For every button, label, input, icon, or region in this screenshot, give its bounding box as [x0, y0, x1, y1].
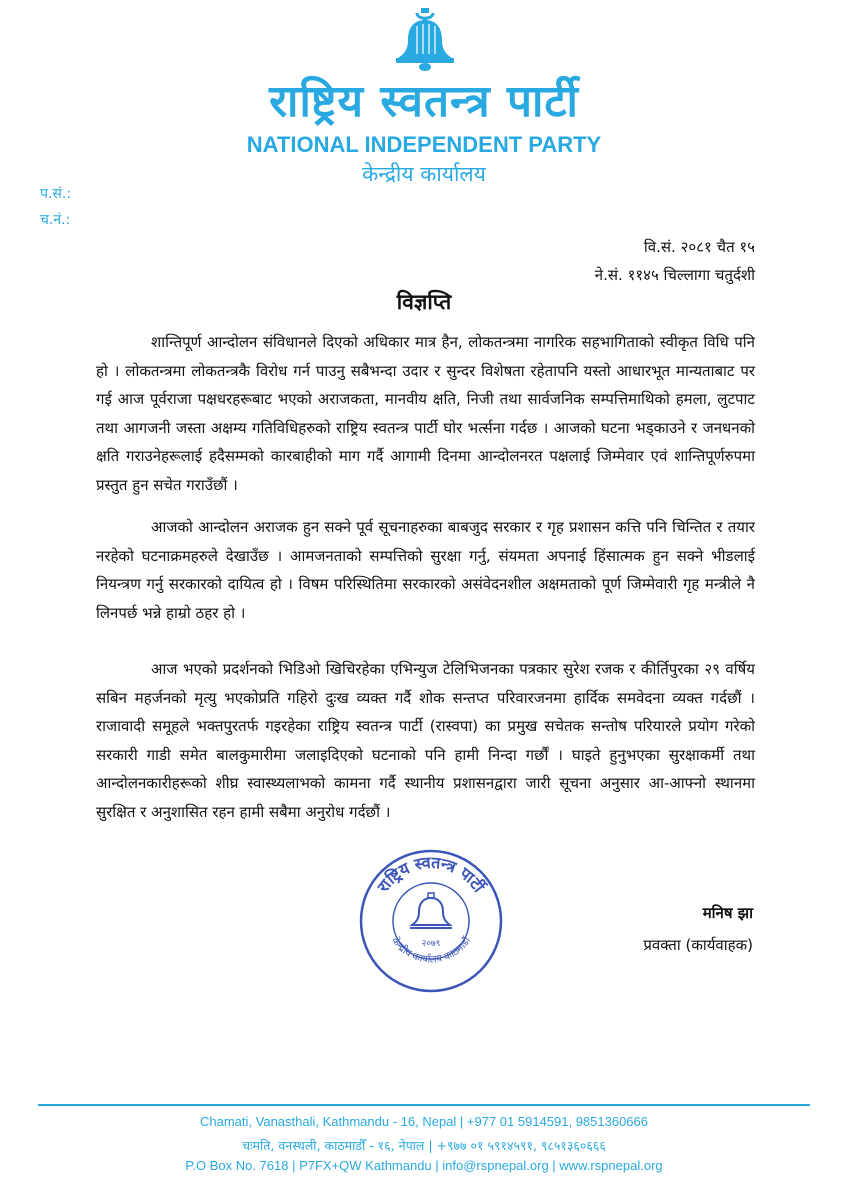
svg-text:राष्ट्रिय स्वतन्त्र पार्टी — [373, 853, 490, 897]
office-name: केन्द्रीय कार्यालय — [362, 162, 486, 186]
reference-number-label: प.सं.: — [40, 186, 72, 202]
seal-top-text: राष्ट्रिय स्वतन्त्र पार्टी — [373, 852, 489, 896]
footer-address-nepali: चःमति, वनस्थली, काठमाडौँ - १६, नेपाल | +९७७ ०१ ५९१४५९१, ९८५१३६०६६६ — [242, 1138, 606, 1153]
party-seal-stamp — [356, 846, 506, 996]
party-name-english: NATIONAL INDEPENDENT PARTY — [246, 132, 602, 157]
bell-icon — [390, 8, 460, 74]
body-paragraph: शान्तिपूर्ण आन्दोलन संविधानले दिएको अधिकार मात्र हैन, लोकतन्त्रमा नागरिक सहभागिताको स्वीकृत विधि पनि हो । लोकतन्त्रमा लोकतन्त्रकै विरोध गर्न पाउनु सबैभन्दा उदार र सुन्दर विशेषता रहेतापनि यस्तो आधारभूत मान्यताबाट पर गई आज पूर्वराजा पक्षधरहरूबाट भएको अराजकता, मानवीय क्षति, निजी तथा सार्वजनिक सम्पत्तिमाथिको हमला, लुटपाट तथा आगजनी जस्ता अक्षम्य गतिविधिहरुको राष्ट्रिय स्वतन्त्र पार्टी घोर भर्त्सना गर्दछ । आजको घटना भड्काउने र जनधनको क्षति गराउनेहरूलाई हदैसम्मको कारबाहीको माग गर्दै आगामी दिनमा आन्दोलनरत पक्षलाई जिम्मेवार एवं शान्तिपूर्णरुपमा प्रस्तुत हुन सचेत गराउँछौं । — [96, 333, 755, 494]
dispatch-number-label: च.नं.: — [40, 212, 71, 228]
signatory-title: प्रवक्ता (कार्यवाहक) — [643, 936, 753, 954]
seal-year: २०७९ — [421, 939, 441, 949]
body-paragraph: आज भएको प्रदर्शनको भिडिओ खिचिरहेका एभिन्युज टेलिभिजनका पत्रकार सुरेश रजक र कीर्तिपुरका २९ वर्षिय सबिन महर्जनको मृत्यु भएकोप्रति गहिरो दुःख व्यक्त गर्दै शोक सन्तप्त परिवारजनमा हार्दिक समवेदना व्यक्त गर्दछौं । राजावादी समूहले भक्तपुरतर्फ गइरहेका राष्ट्रिय स्वतन्त्र पार्टी (रास्वपा) का प्रमुख सचेतक सन्तोष परियारले प्रयोग गरेको सरकारी गाडी समेत बालकुमारीमा जलाइदिएको घटनाको पनि हामी निन्दा गर्छौं । घाइते हुनुभएका सुरक्षाकर्मी तथा आन्दोलनकारीहरूको शीघ्र स्वास्थ्यलाभको कामना गर्दै स्थानीय प्रशासनद्वारा जारी सूचना अनुसार आ-आफ्नो स्थानमा सुरक्षित र अनुशासित रहन हामी सबैमा अनुरोध गर्दछौं । — [96, 660, 755, 821]
footer-contact: P.O Box No. 7618 | P7FX+QW Kathmandu | info@rspnepal.org | www.rspnepal.org — [185, 1158, 663, 1173]
seal-bell-icon — [410, 893, 452, 928]
date-nepal-samvat: ने.सं. ११४५ चिल्लागा चतुर्दशी — [594, 266, 755, 284]
date-vikram-samvat: वि.सं. २०८१ चैत १५ — [643, 238, 755, 256]
party-name-nepali: राष्ट्रिय स्वतन्त्र पार्टी — [269, 76, 579, 127]
footer-address-english: Chamati, Vanasthali, Kathmandu - 16, Nepal | +977 01 5914591, 9851360666 — [200, 1114, 648, 1129]
document-title: विज्ञप्ति — [396, 290, 452, 314]
seal-bottom-text: केन्द्रीय कार्यालय काठमाडौं — [388, 935, 474, 966]
body-paragraph: आजको आन्दोलन अराजक हुन सक्ने पूर्व सूचनाहरुका बाबजुद सरकार र गृह प्रशासन कत्ति पनि चिन्तित र तयार नरहेको घटनाक्रमहरुले देखाउँछ । आमजनताको सम्पत्तिको सुरक्षा गर्नु, संयमता अपनाई हिंसात्मक हुन सक्ने भीडलाई नियन्त्रण गर्नु सरकारको दायित्व हो । विषम परिस्थितिमा सरकारको असंवेदनशील अक्षमताको पूर्ण जिम्मेवारी गृह मन्त्रीले नै लिनपर्छ भन्ने हाम्रो ठहर हो । — [96, 518, 755, 622]
footer-divider — [38, 1104, 810, 1106]
signatory-name: मनिष झा — [702, 904, 753, 922]
